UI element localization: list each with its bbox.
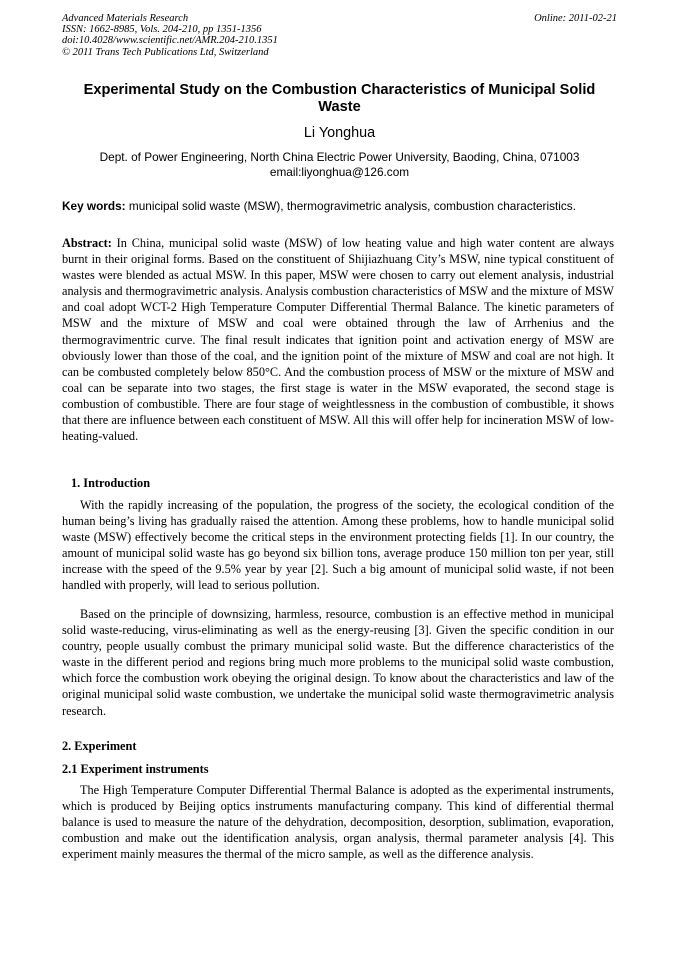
journal-name: Advanced Materials Research [62, 13, 189, 24]
section-heading-experiment: 2. Experiment [62, 739, 137, 753]
author-name: Li Yonghua [303, 125, 376, 141]
affiliation-block [62, 150, 617, 180]
keywords-label: Key words: [62, 199, 126, 213]
abstract-label: Abstract: [62, 236, 112, 250]
copyright-line: © 2011 Trans Tech Publications Ltd, Switzerland [62, 46, 269, 58]
issn-line: ISSN: 1662-8985, Vols. 204-210, pp 1351-1356 [62, 24, 262, 36]
keywords-text: municipal solid waste (MSW), thermogravimetric analysis, combustion characteristics. [125, 199, 576, 213]
subsection-heading-instruments: 2.1 Experiment instruments [62, 762, 209, 776]
abstract-text: In China, municipal solid waste (MSW) of low heating value and high water content are always burnt in their original forms. Based on the constituent of Shijiazhuang City’s MSW, nine typical constituent of wastes were blended as actual MSW. In this paper, MSW were chosen to carry out element analysis, industrial analysis and thermogravimetric analysis. Analysis combustion characteristics of MSW and the mixture of MSW and coal adopt WCT-2 High Temperature Computer Differential Thermal Balance. The kinetic parameters of MSW and the mixture of MSW and coal were obtained through the law of Arrhenius and the thermogravimentric curve. The final result indicates that ignition point and activation energy of MSW are obviously lower than those of the coal, and the ignition point of the mixture of MSW and coal are not high. It can be combusted completely below 850°C. And the combustion process of MSW or the mixture of MSW and coal can be separate into two stages, the first stage is water in the MSW evaporated, the second stage is combustion of combustible. There are four stage of weightlessness in the combustion of combustible, it shows that there are influence between each constituent of MSW. All this will offer help for incineration MSW of low-heating-valued. [62, 236, 614, 444]
online-date: Online: 2011-02-21 [534, 13, 617, 24]
abstract [62, 235, 614, 444]
email: email:liyonghua@126.com [269, 165, 410, 179]
journal-header [62, 13, 617, 58]
keywords [62, 199, 622, 214]
section-heading-introduction: 1. Introduction [71, 476, 151, 490]
paper-title: Experimental Study on the Combustion Characteristics of Municipal Solid Waste [83, 82, 596, 115]
affiliation: Dept. of Power Engineering, North China Electric Power University, Baoding, China, 071003 [99, 150, 580, 164]
intro-paragraph-1: With the rapidly increasing of the population, the progress of the society, the ecological condition of the human being’s living has gradually raised the attention. Among these problems, how to handle municipal solid waste (MSW) effectively become the critical steps in the environment protecting fields [1]. In our country, the amount of municipal solid waste has go beyond six billion tons, average produce 150 million ton per year, still increase with the speed of the 9.5% year by year [2]. Such a big amount of municipal solid waste, if not been handled with properly, will lead to serious pollution. [62, 498, 614, 593]
experiment-paragraph-1: The High Temperature Computer Differential Thermal Balance is adopted as the experimental instruments, which is produced by Beijing optics instruments manufacturing company. This kind of differential thermal balance is used to measure the nature of the dehydration, decomposition, desorption, sublimation, evaporation, combustion and make out the identification analysis, organ analysis, thermal parameter analysis [4]. This experiment mainly measures the thermal of the micro sample, as well as the difference analysis. [62, 783, 614, 862]
doi-line: doi:10.4028/www.scientific.net/AMR.204-210.1351 [62, 35, 278, 47]
intro-paragraph-2: Based on the principle of downsizing, harmless, resource, combustion is an effective method in municipal solid waste-reducing, virus-eliminating as well as the energy-reusing [3]. Given the specific condition in our country, people usually combust the primary municipal solid waste. But the difference characteristics of the waste in the different period and regions bring much more problems to the municipal solid waste combustion, which force the combustion work obeying the original design. To know about the characteristics and law of the original municipal solid waste combustion, we undertake the municipal solid waste thermogravimetric analysis research. [62, 607, 614, 718]
